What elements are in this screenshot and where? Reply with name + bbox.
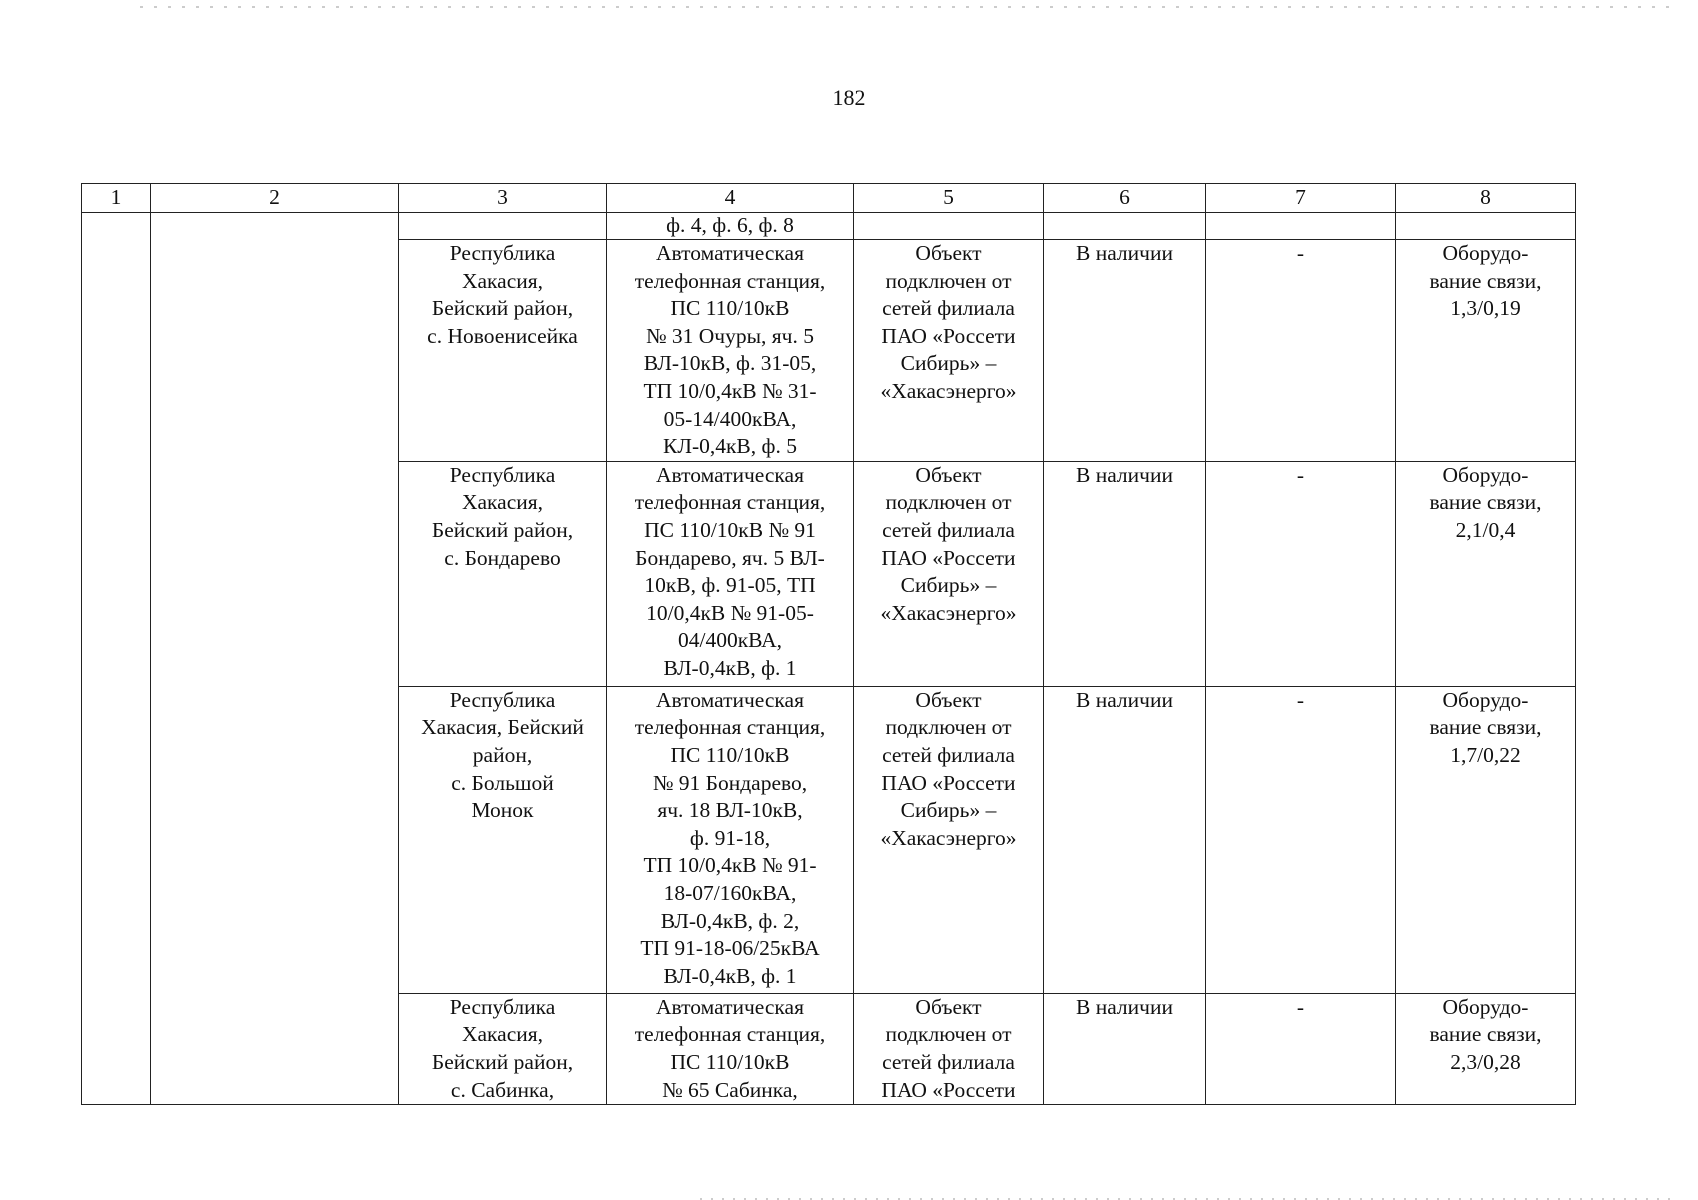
column-number-cell: 6 [1044, 184, 1206, 213]
equipment-cell: Оборудо- вание связи, 1,3/0,19 [1396, 240, 1576, 462]
connection-cell: Объект подключен от сетей филиала ПАО «Россети [854, 993, 1044, 1104]
availability-cell: В наличии [1044, 461, 1206, 686]
column-7-cell: - [1206, 993, 1396, 1104]
equipment-cell: Оборудо- вание связи, 2,1/0,4 [1396, 461, 1576, 686]
column-number-cell: 5 [854, 184, 1044, 213]
connection-cell: Объект подключен от сетей филиала ПАО «Россети Сибирь» – «Хакасэнерго» [854, 240, 1044, 462]
column-number-cell: 1 [82, 184, 151, 213]
column-number-cell: 4 [607, 184, 854, 213]
object-cell: Автоматическая телефонная станция, ПС 110/10кВ № 31 Очуры, яч. 5 ВЛ-10кВ, ф. 31-05, ТП 10/0,4кВ № 31- 05-14/400кВА, КЛ-0,4кВ, ф. 5 [607, 240, 854, 462]
column-1-merged-cell [82, 213, 151, 1105]
object-cell: Автоматическая телефонная станция, ПС 110/10кВ № 91 Бондарево, яч. 5 ВЛ- 10кВ, ф. 91-05, ТП 10/0,4кВ № 91-05- 04/400кВА, ВЛ-0,4кВ, ф. 1 [607, 461, 854, 686]
connection-cell: Объект подключен от сетей филиала ПАО «Россети Сибирь» – «Хакасэнерго» [854, 686, 1044, 993]
location-cell: Республика Хакасия, Бейский район, с. Большой Монок [399, 686, 607, 993]
column-7-cell: - [1206, 461, 1396, 686]
column-number-cell: 3 [399, 184, 607, 213]
availability-cell: В наличии [1044, 993, 1206, 1104]
object-cell: Автоматическая телефонная станция, ПС 110/10кВ № 91 Бондарево, яч. 18 ВЛ-10кВ, ф. 91-18, ТП 10/0,4кВ № 91- 18-07/160кВА, ВЛ-0,4кВ, ф. 2, ТП 91-18-06/25кВА ВЛ-0,4кВ, ф. 1 [607, 686, 854, 993]
availability-cell: В наличии [1044, 686, 1206, 993]
column-number-cell: 8 [1396, 184, 1576, 213]
column-number-row [82, 184, 1576, 213]
column-2-merged-cell [151, 213, 399, 1105]
object-cell: ф. 4, ф. 6, ф. 8 [607, 213, 854, 240]
availability-cell [1044, 213, 1206, 240]
column-7-cell: - [1206, 686, 1396, 993]
location-cell: Республика Хакасия, Бейский район, с. Бондарево [399, 461, 607, 686]
equipment-cell: Оборудо- вание связи, 1,7/0,22 [1396, 686, 1576, 993]
facilities-table [81, 183, 1576, 1105]
location-cell: Республика Хакасия, Бейский район, с. Новоенисейка [399, 240, 607, 462]
column-number-cell: 2 [151, 184, 399, 213]
location-cell: Республика Хакасия, Бейский район, с. Сабинка, [399, 993, 607, 1104]
connection-cell [854, 213, 1044, 240]
object-cell: Автоматическая телефонная станция, ПС 110/10кВ № 65 Сабинка, [607, 993, 854, 1104]
column-7-cell [1206, 213, 1396, 240]
equipment-cell: Оборудо- вание связи, 2,3/0,28 [1396, 993, 1576, 1104]
connection-cell: Объект подключен от сетей филиала ПАО «Россети Сибирь» – «Хакасэнерго» [854, 461, 1044, 686]
scan-artifact-top [140, 6, 1680, 8]
page-number: 182 [832, 85, 866, 110]
availability-cell: В наличии [1044, 240, 1206, 462]
location-cell [399, 213, 607, 240]
column-number-cell: 7 [1206, 184, 1396, 213]
column-7-cell: - [1206, 240, 1396, 462]
equipment-cell [1396, 213, 1576, 240]
continuation-row [82, 213, 1576, 240]
